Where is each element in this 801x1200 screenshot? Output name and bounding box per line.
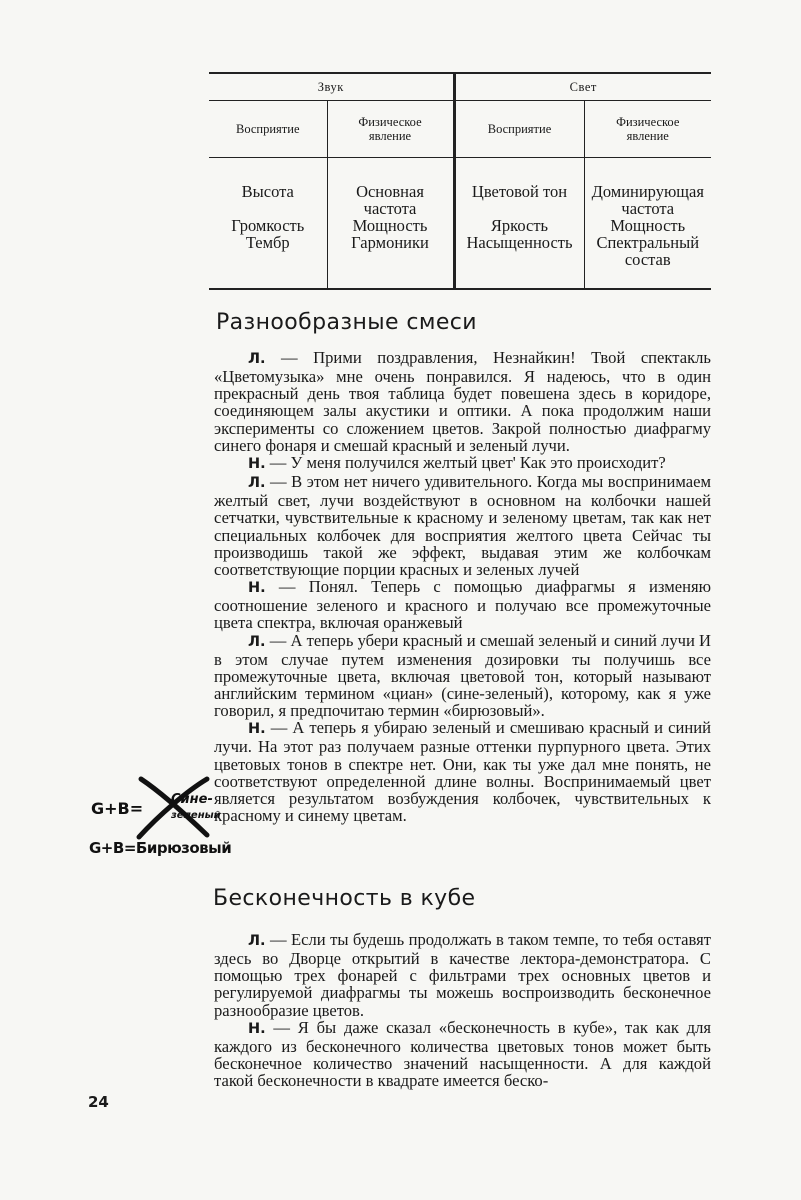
dash: — <box>265 577 309 597</box>
group-header-light: Свет <box>454 73 711 101</box>
color-formula-figure <box>89 775 232 860</box>
formula-line-2: G+B=Бирюзовый <box>89 839 232 857</box>
dash: — <box>265 348 314 367</box>
dialogue-paragraph <box>214 1019 711 1090</box>
dash: — <box>265 1017 298 1037</box>
dialogue-paragraph <box>214 454 711 473</box>
table-cell: Гармоники <box>351 233 429 252</box>
dialogue-paragraph <box>214 931 711 1019</box>
speaker-label: Н. <box>248 721 266 738</box>
table-cell <box>209 251 327 268</box>
section-title-mixtures: Разнообразные смеси <box>216 310 477 335</box>
speaker-label: Л. <box>248 633 266 650</box>
subheader-light-perception: Восприятие <box>454 101 584 158</box>
speaker-label: Л. <box>248 933 266 949</box>
table-cell: Тембр <box>245 233 290 252</box>
dash: — <box>265 472 292 492</box>
subheader-sound-perception: Восприятие <box>209 101 327 158</box>
speaker-label: Н. <box>248 1020 266 1037</box>
table-cell: частота <box>363 199 417 218</box>
dialogue-paragraph <box>214 632 711 720</box>
table-cell: Громкость <box>231 216 305 235</box>
speaker-label: Н. <box>248 580 266 597</box>
table-cell: Мощность <box>610 216 686 235</box>
formula-word-zeleny: зеленый <box>171 810 221 821</box>
table-cell: Спектральный <box>596 233 700 252</box>
dash: — <box>265 718 293 738</box>
formula-line-1: G+B= <box>91 799 144 818</box>
table-cell <box>328 251 453 268</box>
paragraph-text: В этом нет ничего удивительного. Когда мы воспринимаем желтый свет, лучи воздействуют в основном на колбочки нашей сетчатки, чувствительные к красному и зеленому цветам, так как нет специальных колбочек для восприятия желтого цвета Сейчас ты производишь такой же эффект, выдавая этим же колбочкам соответствующие порции красных и зеленых лучей <box>214 472 711 579</box>
column-light-perception <box>454 158 584 290</box>
dash: — <box>265 930 292 949</box>
dash: — <box>265 630 291 650</box>
table-cell: Доминирующая <box>591 182 704 201</box>
speaker-label: Л. <box>248 475 266 492</box>
section-title-infinity: Бесконечность в кубе <box>213 886 476 911</box>
paragraph-text: Понял. Теперь с помощью диафрагмы я изменяю соотношение зеленого и красного и получаю все промежуточные цвета спектра, включая оранжевый <box>214 577 712 633</box>
dialogue-infinity <box>214 931 711 1089</box>
page-number: 24 <box>88 1093 109 1111</box>
subheader-sound-physical: Физическое явление <box>327 101 454 158</box>
dialogue-paragraph <box>214 473 711 578</box>
table-cell: частота <box>621 199 675 218</box>
table-cell: состав <box>624 250 671 269</box>
paragraph-text: А теперь убери красный и смешай зеленый и синий лучи И в этом случае путем изменения дозировки ты получишь все промежуточные цвета, включая цветовой тон, который называют английским термином «циан» (сине-зеленый), которому, как я уже говорил, я предпочитаю термин «бирюзовый». <box>214 630 712 721</box>
formula-word-sine: Сине- <box>171 792 213 807</box>
paragraph-text: Если ты будешь продолжать в таком темпе, то тебя оставят здесь во Дворце открытий в качестве лектора-демонстратора. С помощью трех фонарей с фильтрами трех основных цветов и регулируемой диафрагмы ты можешь воспроизводить бесконечное разнообразие цветов. <box>214 930 712 1020</box>
dialogue-paragraph <box>214 349 711 454</box>
table-cell: Насыщенность <box>466 233 573 252</box>
dash: — <box>265 452 291 472</box>
paragraph-text: А теперь я убираю зеленый и смешиваю красный и синий лучи. На этот раз получаем разные оттенки пурпурного цвета. Этих цветовых тонов в спектре нет. Они, как ты уже дал мне понять, не соответствуют определенной длине волны. Воспринимаемый цвет является результатом возбуждения колбочек, чувствительных к красному и синему цветам. <box>214 718 712 826</box>
paragraph-text: Прими поздравления, Незнайкин! Твой спектакль «Цветомузыка» мне очень понравился. Я надеюсь, что в один прекрасный день твоя таблица будет повешена здесь в коридоре, соединяющем залы акустики и оптики. А пока продолжим наши эксперименты со сложением цветов. Закрой полностью диафрагму синего фонаря и смешай красный и зеленый лучи. <box>214 348 711 455</box>
paragraph-text: У меня получился желтый цвет' Как это происходит? <box>290 452 666 472</box>
table-cell <box>456 251 584 268</box>
paragraph-text: Я бы даже сказал «бесконечность в кубе», так как для каждого из бесконечного количества цветовых тонов может быть бесконечное количество значений насыщенности. А для каждой такой бесконечности в квадрате имеется беско- <box>214 1017 712 1091</box>
table-cell: Яркость <box>490 216 549 235</box>
comparison-table <box>209 72 711 287</box>
column-light-physical <box>584 158 711 290</box>
speaker-label: Л. <box>248 351 266 367</box>
table-cell: Основная <box>356 182 424 201</box>
table-cell: Мощность <box>352 216 428 235</box>
dialogue-mixtures <box>214 349 711 824</box>
table-cell: Цветовой тон <box>471 182 568 201</box>
dialogue-paragraph <box>214 578 711 631</box>
subheader-light-physical: Физическое явление <box>584 101 711 158</box>
column-sound-physical <box>327 158 454 290</box>
table-cell: Высота <box>241 182 294 201</box>
speaker-label: Н. <box>248 455 266 472</box>
table-cell <box>209 200 327 217</box>
dialogue-paragraph <box>214 719 711 824</box>
group-header-sound: Звук <box>209 73 454 101</box>
table-cell <box>456 200 584 217</box>
column-sound-perception <box>209 158 327 290</box>
